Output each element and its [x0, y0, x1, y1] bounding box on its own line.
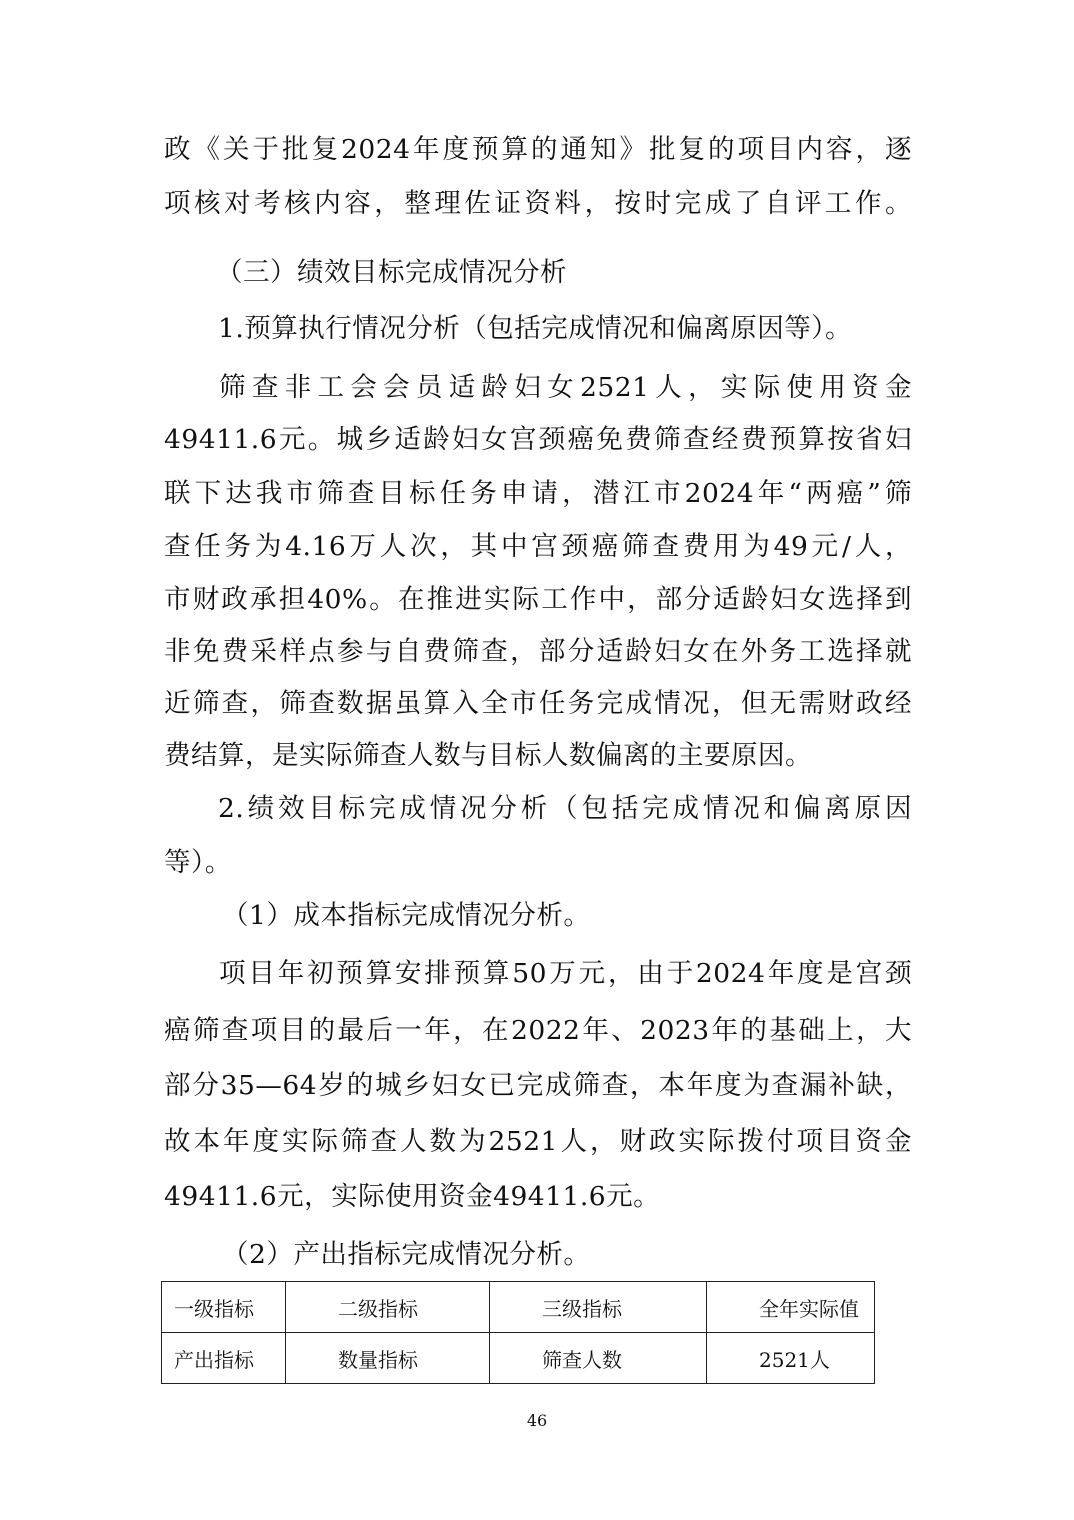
- table-header-cell: 全年实际值: [707, 1282, 875, 1333]
- body-text-line: 联下达我市筛查目标任务申请，潜江市2024年“两癌”筛: [164, 478, 912, 509]
- section-heading: （三）绩效目标完成情况分析: [216, 257, 567, 288]
- item-heading: （1）成本指标完成情况分析。: [222, 900, 591, 931]
- subsection-heading: 2.绩效目标完成情况分析（包括完成情况和偏离原因: [218, 793, 912, 824]
- table-cell: 筛查人数: [490, 1333, 707, 1384]
- table-cell: 数量指标: [286, 1333, 490, 1384]
- body-text-line: 49411.6元，实际使用资金49411.6元。: [164, 1181, 661, 1212]
- body-text-line: 市财政承担40%。在推进实际工作中，部分适龄妇女选择到: [164, 584, 912, 615]
- table-header-cell: 一级指标: [162, 1282, 286, 1333]
- indicator-table: [161, 1281, 875, 1384]
- table-cell: 2521人: [707, 1333, 875, 1384]
- table-header-cell: 三级指标: [490, 1282, 707, 1333]
- table-header-cell: 二级指标: [286, 1282, 490, 1333]
- subsection-heading: 1.预算执行情况分析（包括完成情况和偏离原因等）。: [218, 313, 853, 344]
- body-text-line: 筛查非工会会员适龄妇女2521人，实际使用资金: [219, 372, 912, 403]
- body-text-line: 49411.6元。城乡适龄妇女宫颈癌免费筛查经费预算按省妇: [164, 424, 912, 455]
- body-text-line: 近筛查，筛查数据虽算入全市任务完成情况，但无需财政经: [164, 688, 912, 719]
- page-number: 46: [526, 1411, 548, 1430]
- body-text-line: 癌筛查项目的最后一年，在2022年、2023年的基础上，大: [164, 1015, 912, 1046]
- item-heading: （2）产出指标完成情况分析。: [222, 1239, 591, 1270]
- table-row: [162, 1333, 875, 1384]
- table-cell: 产出指标: [162, 1333, 286, 1384]
- body-text-line: 非免费采样点参与自费筛查，部分适龄妇女在外务工选择就: [164, 636, 912, 667]
- body-text-line: 查任务为4.16万人次，其中宫颈癌筛查费用为49元/人，: [164, 531, 912, 562]
- body-text-line: 项目年初预算安排预算50万元，由于2024年度是宫颈: [219, 958, 912, 989]
- subsection-heading-continued: 等）。: [164, 847, 232, 878]
- body-text-line: 费结算，是实际筛查人数与目标人数偏离的主要原因。: [164, 740, 812, 771]
- body-text-line: 故本年度实际筛查人数为2521人，财政实际拨付项目资金: [164, 1126, 912, 1157]
- body-text-line: 项核对考核内容，整理佐证资料，按时完成了自评工作。: [164, 188, 912, 219]
- body-text-line: 部分35—64岁的城乡妇女已完成筛查，本年度为查漏补缺，: [164, 1070, 912, 1101]
- table-header-row: [162, 1282, 875, 1333]
- body-text-line: 政《关于批复2024年度预算的通知》批复的项目内容，逐: [164, 134, 912, 165]
